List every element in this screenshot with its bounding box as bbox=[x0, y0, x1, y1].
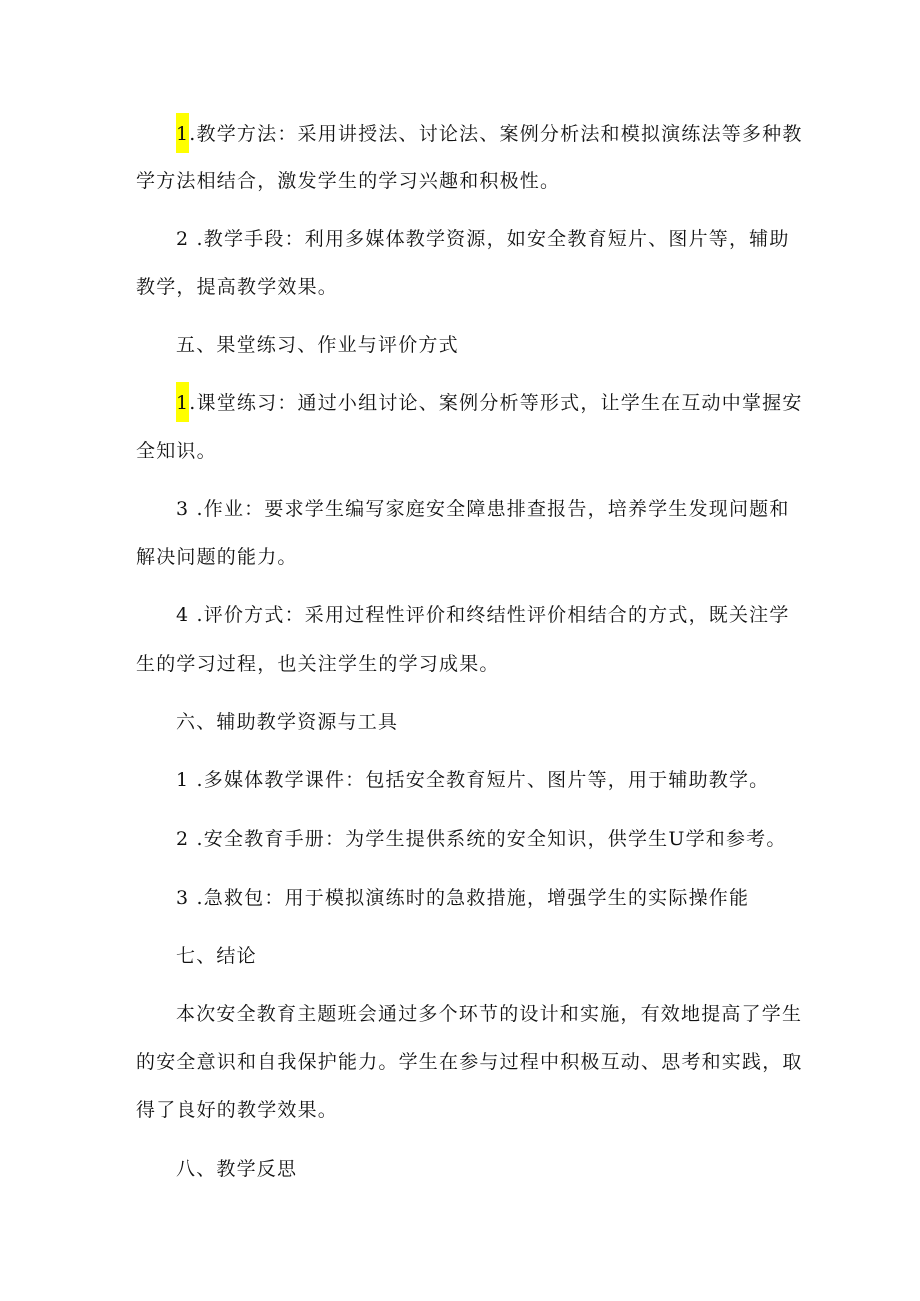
section-heading: 七、结论 bbox=[176, 945, 257, 967]
text-line bbox=[176, 389, 920, 417]
text-line: 3 .作业：要求学生编写家庭安全障患排查报告，培养学生发现问题和 bbox=[176, 498, 790, 520]
section-heading: 五、果堂练习、作业与评价方式 bbox=[176, 334, 459, 356]
text-line: 4 .评价方式：采用过程性评价和终结性评价相结合的方式，既关注学 bbox=[176, 604, 790, 626]
text-line: 的安全意识和自我保护能力。学生在参与过程中积极互动、思考和实践，取 bbox=[136, 1051, 803, 1073]
text-line: 2 .教学手段：利用多媒体教学资源，如安全教育短片、图片等，辅助 bbox=[176, 228, 790, 250]
text-line: 解决问题的能力。 bbox=[136, 546, 298, 568]
highlight-mark: 1 bbox=[176, 382, 189, 422]
line-text: .课堂练习：通过小组讨论、案例分析等形式，让学生在互动中掌握安 bbox=[189, 392, 803, 414]
text-line: 学方法相结合，激发学生的学习兴趣和积极性。 bbox=[136, 170, 561, 192]
section-heading: 八、教学反思 bbox=[176, 1158, 298, 1180]
section-heading: 六、辅助教学资源与工具 bbox=[176, 711, 399, 733]
text-line: 1 .多媒体教学课件：包括安全教育短片、图片等，用于辅助教学。 bbox=[176, 769, 770, 791]
text-line: 3 .急救包：用于模拟演练时的急救措施，增强学生的实际操作能 bbox=[176, 887, 750, 909]
text-line: 得了良好的教学效果。 bbox=[136, 1099, 339, 1121]
highlight-mark: 1 bbox=[176, 113, 189, 153]
text-line: 2 .安全教育手册：为学生提供系统的安全知识，供学生U学和参考。 bbox=[176, 828, 787, 850]
text-line: 全知识。 bbox=[136, 440, 217, 462]
text-line: 生的学习过程，也关注学生的学习成果。 bbox=[136, 653, 500, 675]
text-line: 教学，提高教学效果。 bbox=[136, 276, 339, 298]
text-line bbox=[176, 120, 920, 148]
line-text: .教学方法：采用讲授法、讨论法、案例分析法和模拟演练法等多种教 bbox=[189, 123, 803, 145]
text-line: 本次安全教育主题班会通过多个环节的设计和实施，有效地提高了学生 bbox=[176, 1003, 803, 1025]
